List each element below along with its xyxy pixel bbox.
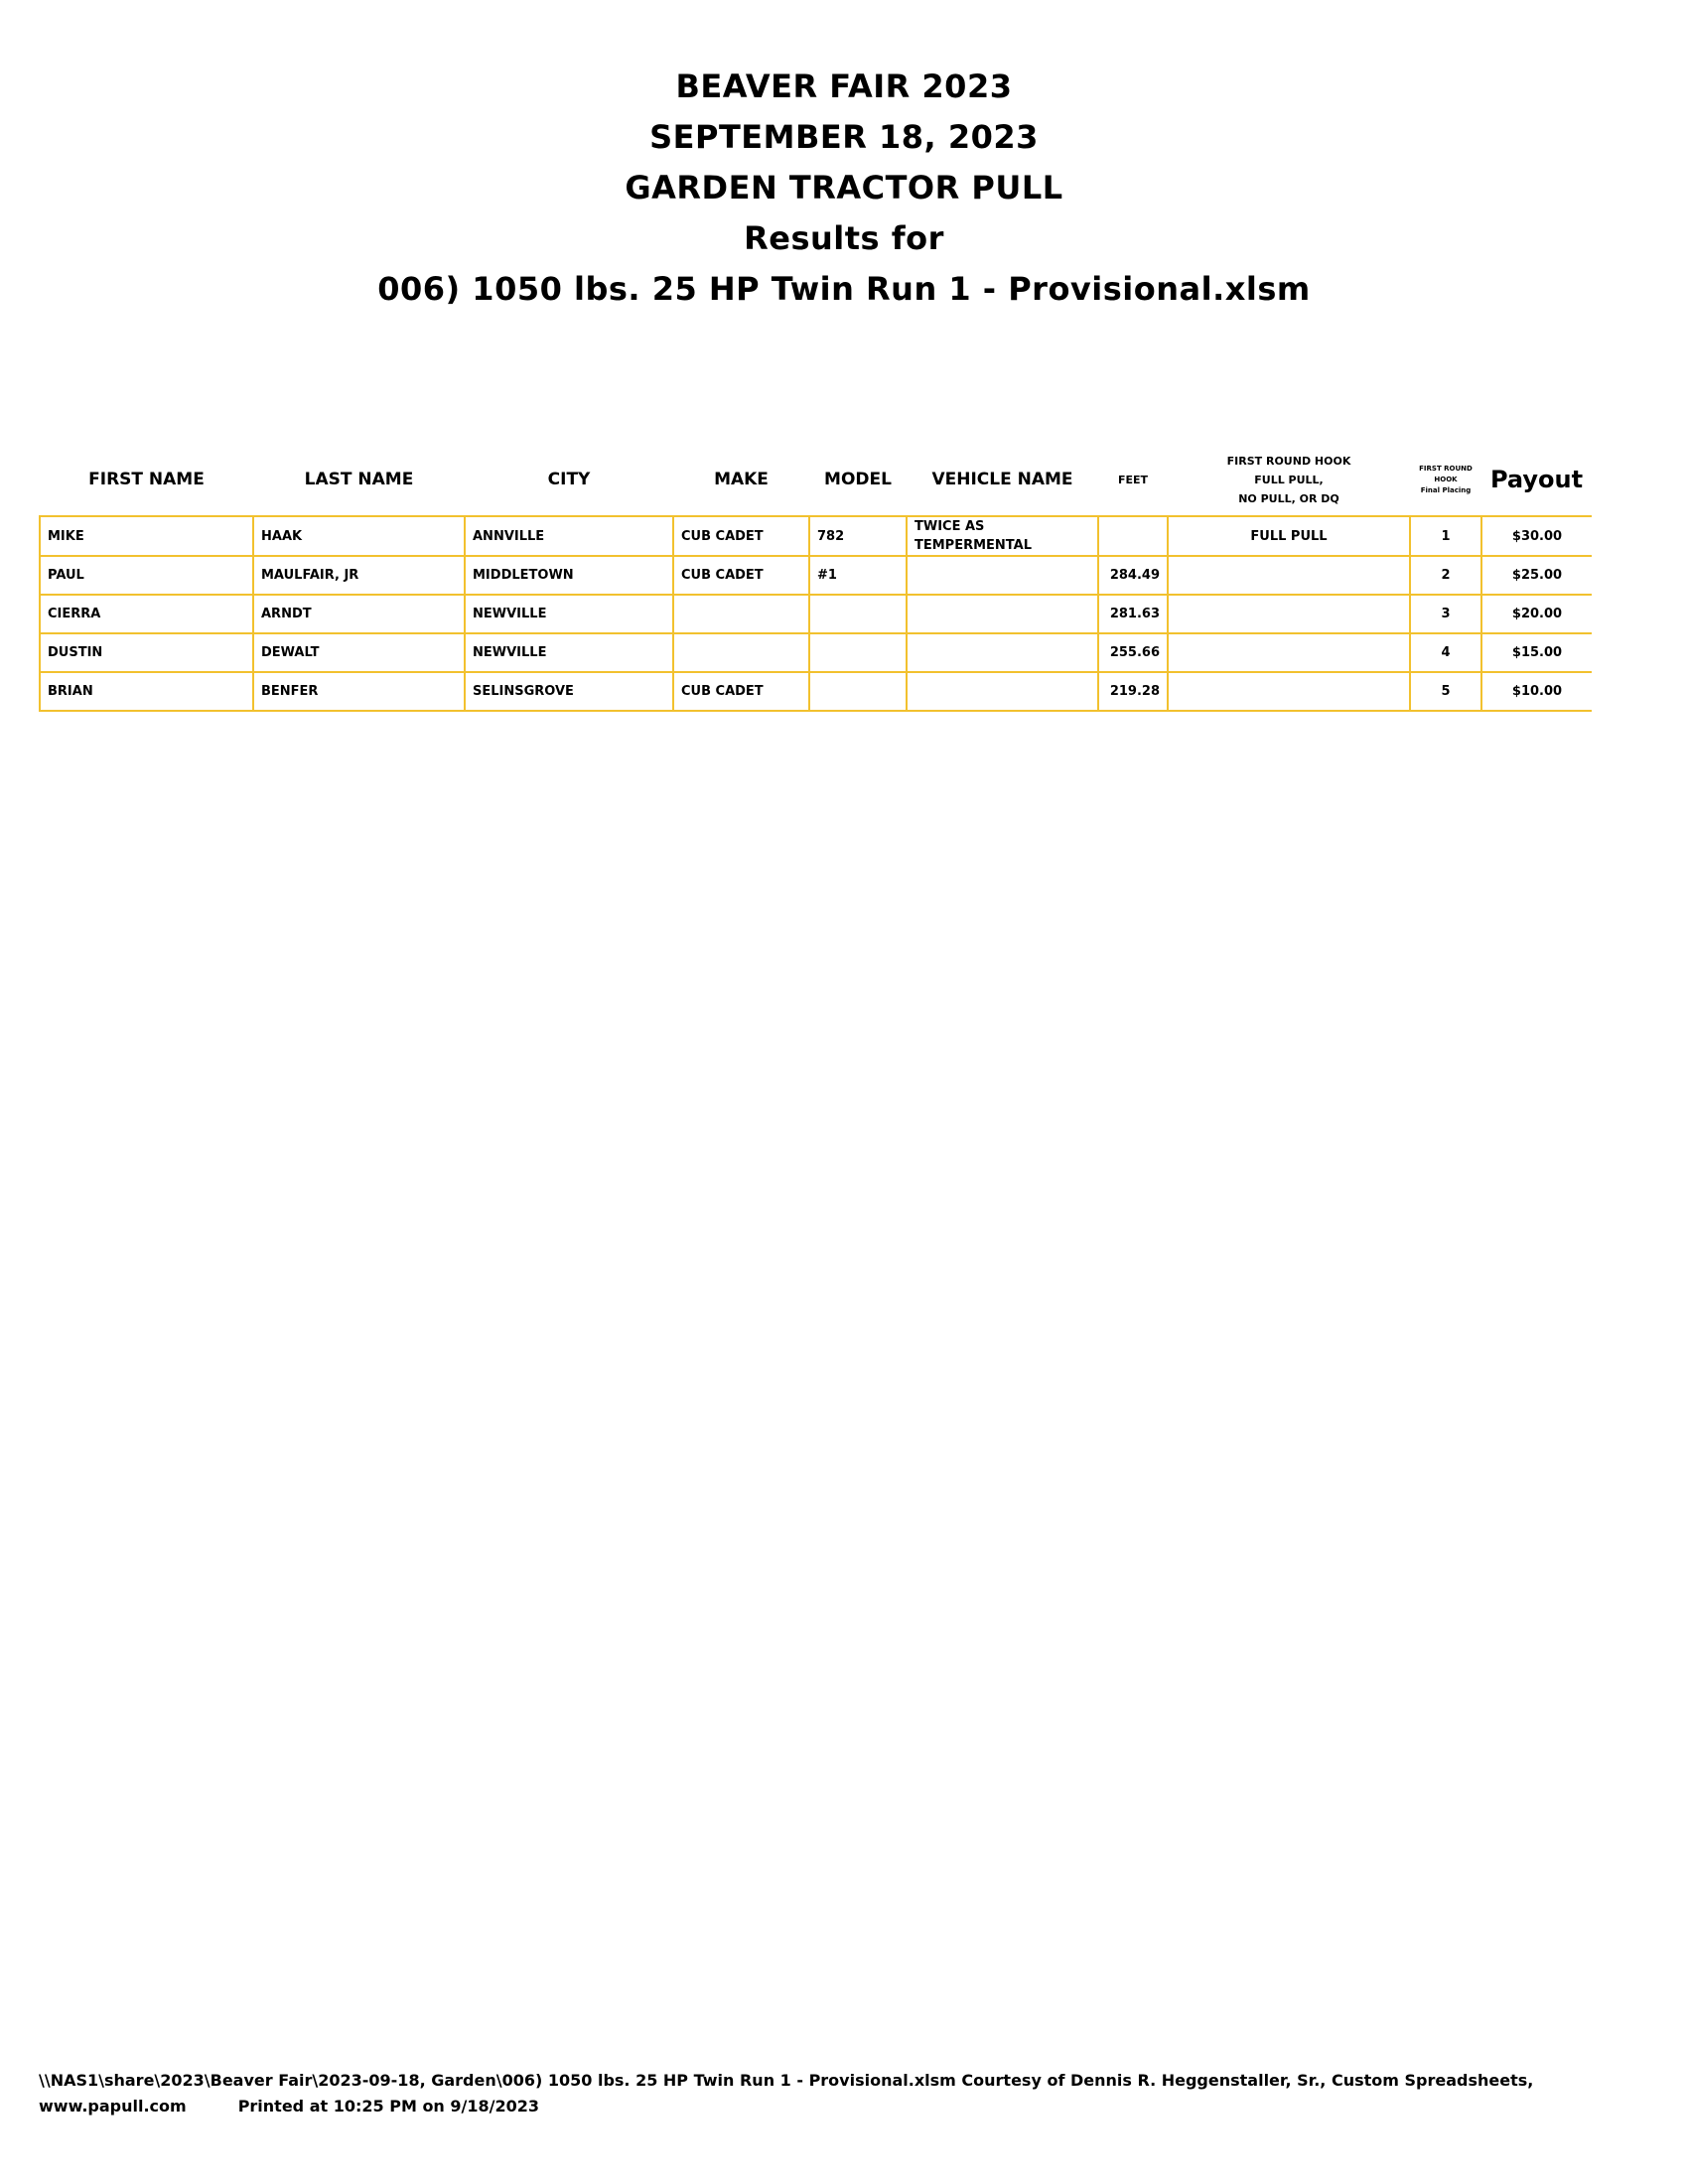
cell-city: ANNVILLE [465, 516, 673, 556]
cell-city: MIDDLETOWN [465, 556, 673, 595]
table-row [40, 633, 1592, 672]
cell-vehicle-name [907, 595, 1098, 633]
table-row [40, 672, 1592, 711]
class-title: 006) 1050 lbs. 25 HP Twin Run 1 - Provisional.xlsm [377, 270, 1311, 308]
cell-hook: FULL PULL [1168, 516, 1410, 556]
cell-model [809, 633, 907, 672]
cell-city: SELINSGROVE [465, 672, 673, 711]
cell-hook [1168, 672, 1410, 711]
cell-city: NEWVILLE [465, 595, 673, 633]
cell-place: 1 [1410, 516, 1481, 556]
cell-first-name: CIERRA [40, 595, 253, 633]
placing-header-line2: HOOK [1434, 475, 1458, 483]
cell-feet: 219.28 [1098, 672, 1168, 711]
cell-make: CUB CADET [673, 556, 809, 595]
col-header-city: CITY [547, 470, 591, 489]
hook-header-line1: FIRST ROUND HOOK [1226, 454, 1351, 468]
cell-hook [1168, 556, 1410, 595]
event-date: SEPTEMBER 18, 2023 [649, 118, 1039, 156]
results-label: Results for [744, 219, 944, 257]
hook-header-line2: FULL PULL, [1254, 473, 1324, 486]
cell-vehicle-name [907, 556, 1098, 595]
col-header-last-name: LAST NAME [304, 470, 414, 489]
cell-make [673, 595, 809, 633]
cell-last-name: MAULFAIR, JR [253, 556, 465, 595]
results-table [39, 444, 1592, 712]
col-header-first-name: FIRST NAME [88, 470, 205, 489]
cell-feet [1098, 516, 1168, 556]
cell-payout: $15.00 [1481, 633, 1592, 672]
cell-last-name: DEWALT [253, 633, 465, 672]
cell-first-name: BRIAN [40, 672, 253, 711]
vehicle-name-line1: TWICE AS [914, 519, 985, 534]
col-header-placing [1410, 444, 1481, 516]
cell-model [809, 672, 907, 711]
vehicle-name-line2: TEMPERMENTAL [914, 538, 1033, 553]
cell-vehicle-name [907, 633, 1098, 672]
table-header-row [40, 444, 1592, 516]
cell-payout: $10.00 [1481, 672, 1592, 711]
cell-place: 2 [1410, 556, 1481, 595]
event-title: BEAVER FAIR 2023 [675, 68, 1013, 105]
col-header-feet: FEET [1117, 473, 1149, 486]
footer-info-line [39, 2094, 1647, 2119]
hook-header-line3: NO PULL, OR DQ [1238, 491, 1339, 505]
col-header-payout: Payout [1489, 466, 1584, 493]
cell-first-name: MIKE [40, 516, 253, 556]
page-footer [39, 2068, 1647, 2119]
footer-printed-at: Printed at 10:25 PM on 9/18/2023 [237, 2097, 540, 2116]
col-header-make: MAKE [714, 470, 769, 489]
cell-city: NEWVILLE [465, 633, 673, 672]
cell-make: CUB CADET [673, 672, 809, 711]
cell-payout: $30.00 [1481, 516, 1592, 556]
cell-vehicle-name [907, 672, 1098, 711]
cell-model: 782 [809, 516, 907, 556]
col-header-vehicle-name: VEHICLE NAME [931, 470, 1073, 489]
cell-vehicle-name [907, 516, 1098, 556]
cell-first-name: PAUL [40, 556, 253, 595]
cell-make: CUB CADET [673, 516, 809, 556]
cell-last-name: BENFER [253, 672, 465, 711]
placing-header-line1: FIRST ROUND [1419, 464, 1473, 473]
col-header-model: MODEL [824, 470, 892, 489]
cell-model: #1 [809, 556, 907, 595]
cell-payout: $25.00 [1481, 556, 1592, 595]
col-header-hook [1168, 444, 1410, 516]
placing-header-line3: Final Placing [1420, 485, 1472, 494]
cell-first-name: DUSTIN [40, 633, 253, 672]
cell-last-name: HAAK [253, 516, 465, 556]
cell-last-name: ARNDT [253, 595, 465, 633]
footer-website: www.papull.com [39, 2097, 187, 2116]
cell-make [673, 633, 809, 672]
cell-feet: 255.66 [1098, 633, 1168, 672]
table-row [40, 556, 1592, 595]
cell-feet: 281.63 [1098, 595, 1168, 633]
cell-hook [1168, 633, 1410, 672]
table-row [40, 595, 1592, 633]
cell-payout: $20.00 [1481, 595, 1592, 633]
cell-place: 4 [1410, 633, 1481, 672]
cell-place: 5 [1410, 672, 1481, 711]
cell-hook [1168, 595, 1410, 633]
cell-place: 3 [1410, 595, 1481, 633]
page-header [0, 62, 1688, 315]
footer-file-path: \\NAS1\share\2023\Beaver Fair\2023-09-18, Garden\006) 1050 lbs. 25 HP Twin Run 1 - Provisional.xlsm Courtesy of Dennis R. Heggenstaller, Sr., Custom Spreadsheets, [39, 2071, 1534, 2090]
event-type: GARDEN TRACTOR PULL [625, 169, 1063, 206]
cell-feet: 284.49 [1098, 556, 1168, 595]
cell-model [809, 595, 907, 633]
table-row [40, 516, 1592, 556]
